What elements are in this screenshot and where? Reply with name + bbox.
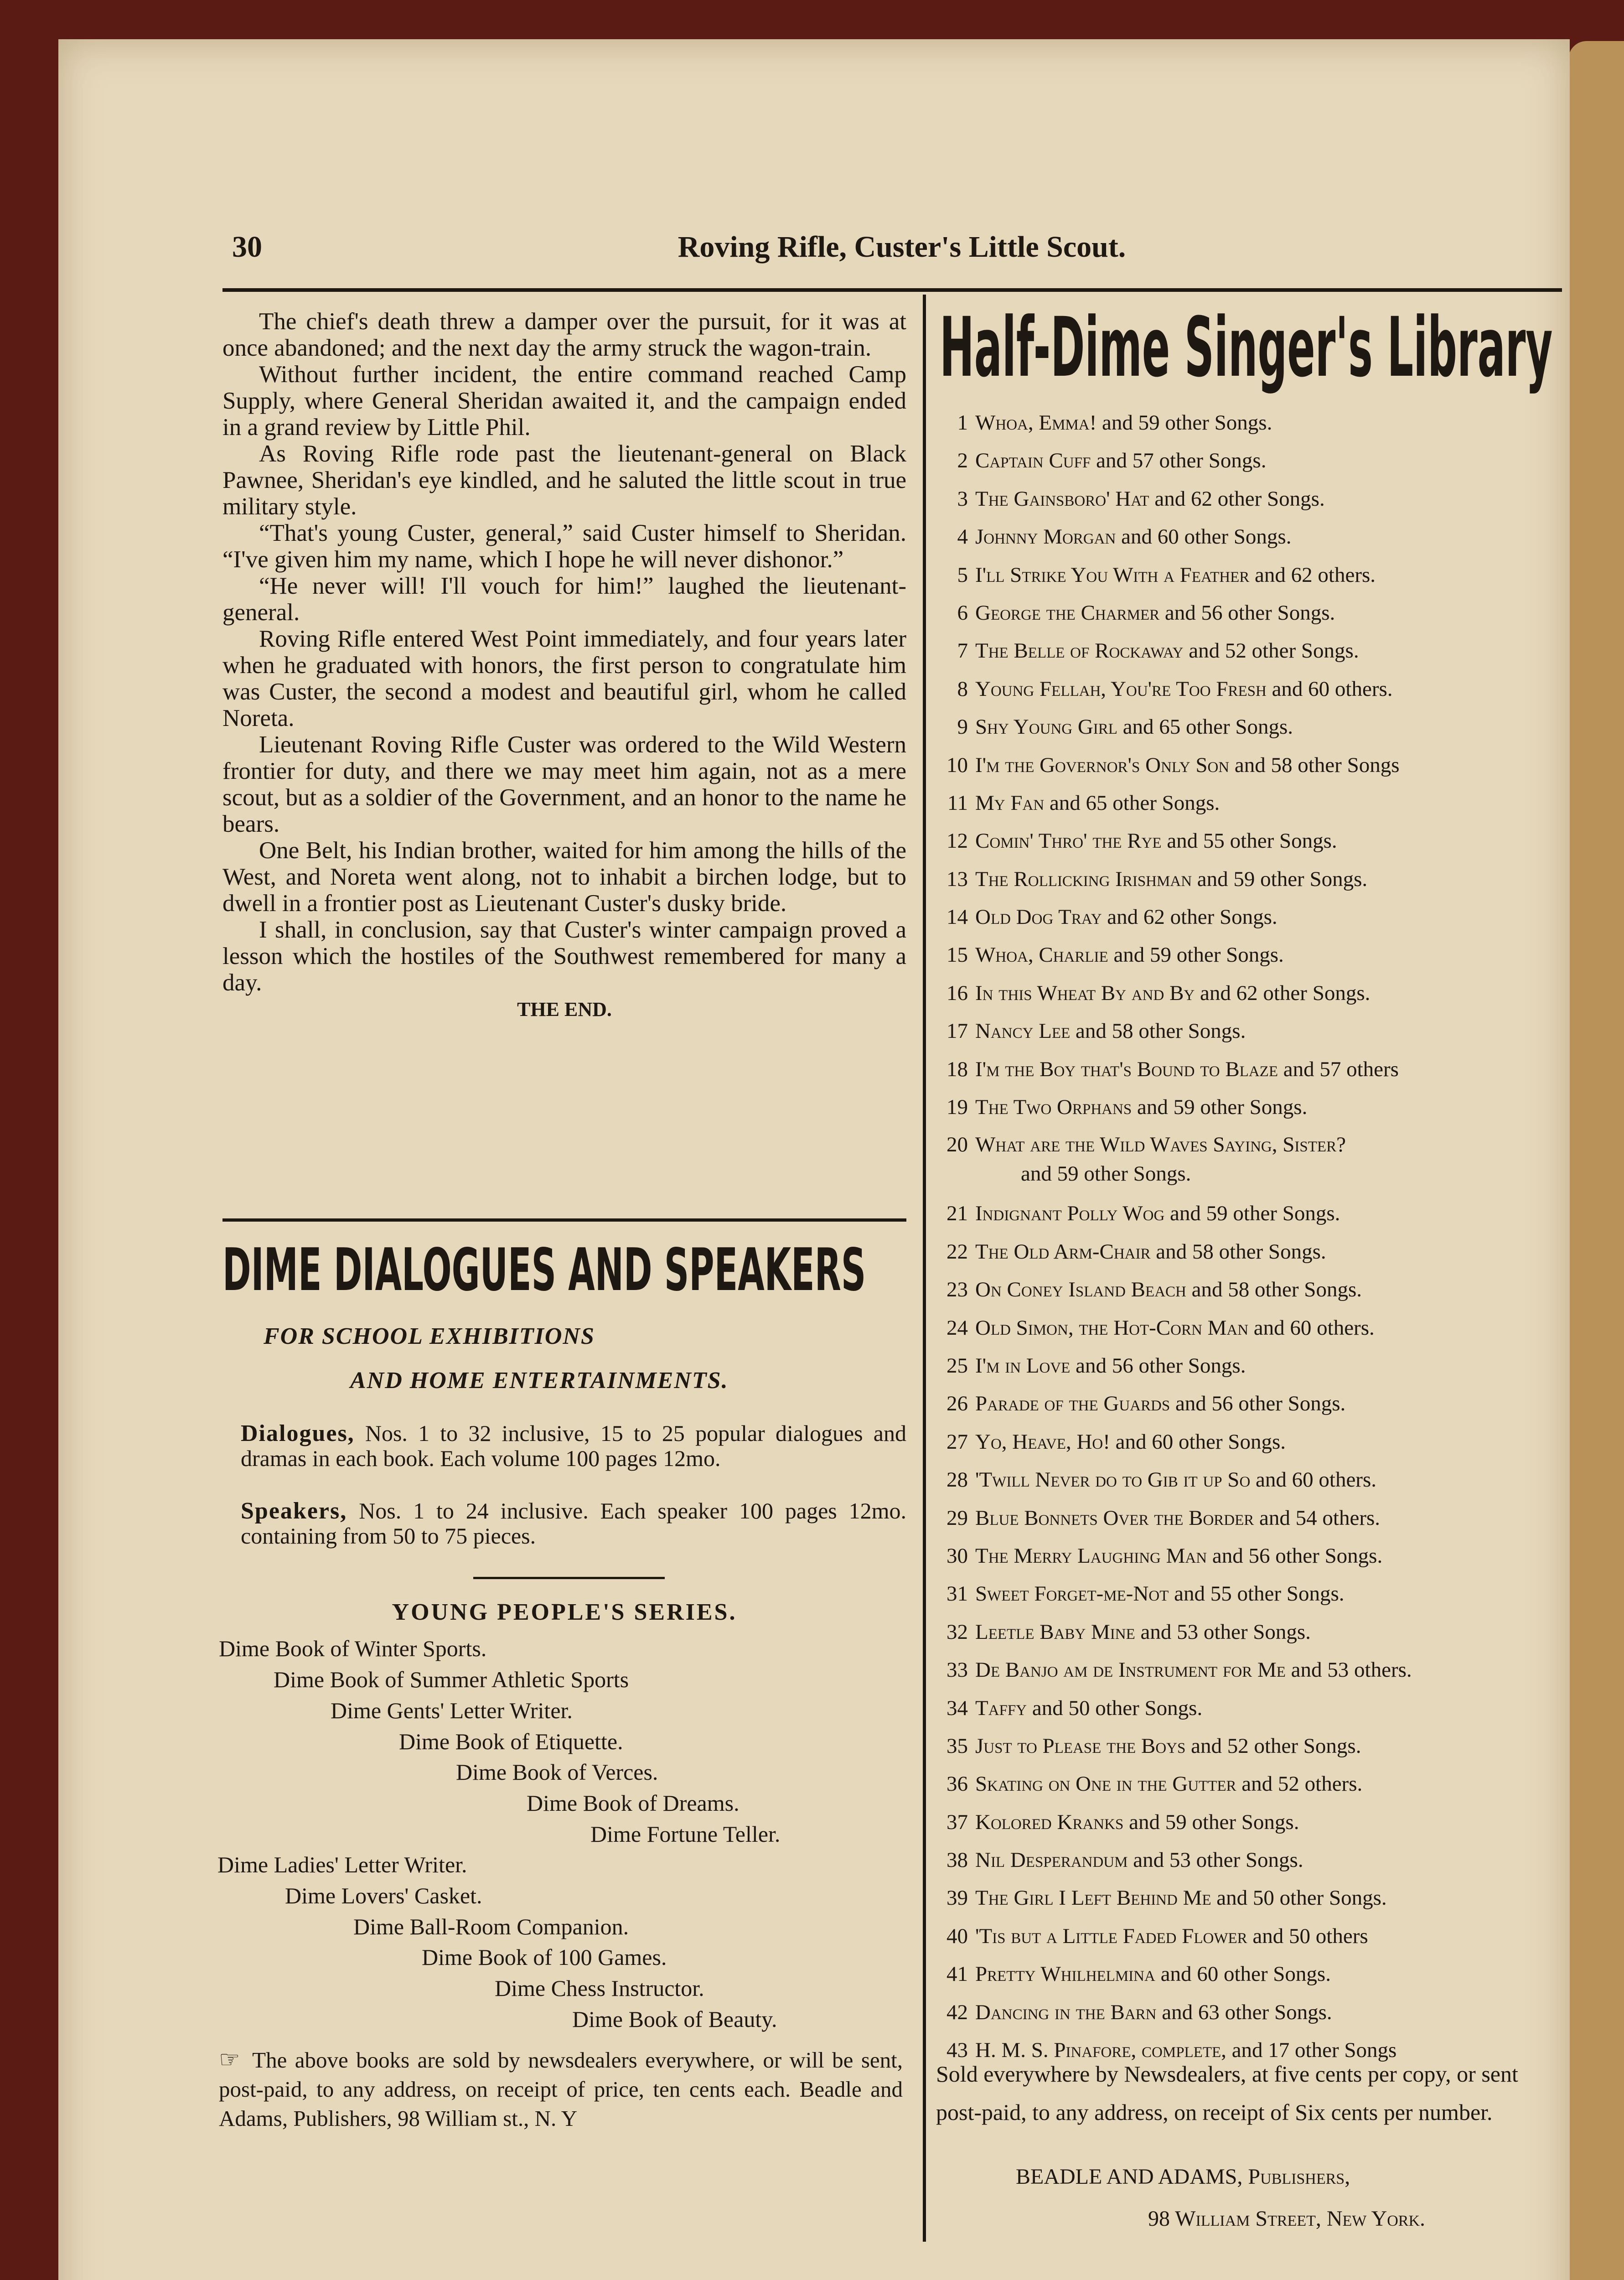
song-number: 11: [947, 791, 968, 815]
song-item: [936, 860, 1574, 898]
song-number: 36: [946, 1772, 968, 1796]
song-rest: and 62 others.: [1255, 563, 1376, 587]
song-item: [936, 1613, 1574, 1651]
story-paragraph: “That's young Custer, general,” said Custer himself to Sheridan. “I've given him my name, which I hope he will never dishonor.”: [222, 520, 906, 573]
song-rest: and 59 other Songs.: [1129, 1810, 1299, 1834]
song-number: 16: [946, 981, 968, 1005]
story-paragraph: The chief's death threw a damper over the pursuit, for it was at once abandoned; and the next day the army struck the wagon-train.: [222, 308, 906, 361]
song-title: I'm the Governor's Only Son: [975, 753, 1230, 777]
song-number: 35: [946, 1734, 968, 1758]
song-number: 32: [946, 1620, 968, 1644]
publisher-line-2: 98 William Street, New York.: [1148, 2207, 1426, 2231]
song-number: 1: [957, 411, 968, 435]
book-item: Dime Ladies' Letter Writer.: [217, 1852, 467, 1877]
song-title: The Belle of Rockaway: [975, 639, 1184, 663]
song-rest: and 59 other Songs.: [1197, 867, 1368, 891]
song-item: [936, 974, 1574, 1012]
song-rest: and 63 other Songs.: [1162, 2000, 1332, 2024]
song-rest: and 59 other Songs.: [1137, 1095, 1308, 1119]
page-number: 30: [232, 230, 262, 264]
song-title: Whoa, Emma!: [975, 411, 1097, 435]
song-rest: and 62 other Songs.: [1107, 905, 1277, 929]
song-number: 22: [946, 1239, 968, 1264]
book-item: Dime Book of Summer Athletic Sports: [274, 1667, 629, 1692]
song-item: [936, 404, 1574, 442]
song-title: Old Simon, the Hot-Corn Man: [975, 1316, 1249, 1340]
song-item: [936, 1461, 1574, 1499]
song-title: Whoa, Charlie: [975, 943, 1108, 967]
song-item: [936, 442, 1574, 480]
song-item: [936, 632, 1574, 670]
song-item: [936, 518, 1574, 556]
song-rest: and 53 others.: [1291, 1658, 1412, 1682]
song-title: I'll Strike You With a Feather: [975, 563, 1250, 587]
song-number: 38: [946, 1848, 968, 1872]
song-number: 41: [946, 1962, 968, 1986]
song-number: 10: [946, 753, 968, 777]
song-item: [936, 708, 1574, 746]
song-title: George the Charmer: [975, 601, 1160, 625]
song-title: 'Twill Never do to Gib it up So: [975, 1468, 1251, 1492]
song-rest: and 59 other Songs.: [1021, 1162, 1191, 1186]
song-rest: and 58 other Songs.: [1156, 1239, 1326, 1264]
song-item: [936, 1537, 1574, 1575]
magazine-page: [58, 39, 1570, 2280]
song-rest: and 62 other Songs.: [1200, 981, 1371, 1005]
song-item: [936, 1575, 1574, 1613]
song-title: The Gainsboro' Hat: [975, 487, 1149, 511]
the-end: THE END.: [517, 998, 612, 1021]
song-rest: and 56 other Songs.: [1076, 1353, 1246, 1378]
song-title: Johnny Morgan: [975, 525, 1116, 549]
song-number: 24: [946, 1316, 968, 1340]
song-rest: and 55 other Songs.: [1167, 829, 1337, 853]
song-item: [936, 1012, 1574, 1050]
song-rest: and 59 other Songs.: [1102, 411, 1272, 435]
song-title: Nil Desperandum: [975, 1848, 1128, 1872]
song-title: Parade of the Guards: [975, 1392, 1170, 1416]
song-item: [936, 594, 1574, 632]
song-number: 39: [946, 1886, 968, 1910]
song-number: 6: [957, 601, 968, 625]
song-item: [936, 556, 1574, 594]
song-title: Blue Bonnets Over the Border: [975, 1506, 1254, 1530]
song-item: [936, 1651, 1574, 1689]
song-rest: and 50 other Songs.: [1032, 1696, 1203, 1720]
song-number: 33: [946, 1658, 968, 1682]
song-item: [936, 746, 1574, 784]
song-title: Captain Cuff: [975, 449, 1091, 473]
song-title: Sweet Forget-me-Not: [975, 1582, 1169, 1606]
song-rest: and 58 other Songs.: [1191, 1278, 1362, 1302]
song-number: 34: [946, 1696, 968, 1720]
song-title: What are the Wild Waves Saying, Sister?: [975, 1133, 1346, 1157]
story-section: [222, 308, 906, 1021]
header-rule: [222, 288, 1562, 292]
song-number: 30: [946, 1544, 968, 1568]
song-rest: and 50 others: [1252, 1924, 1368, 1948]
short-rule: [473, 1577, 665, 1579]
song-number: 2: [957, 449, 968, 473]
song-title: De Banjo am de Instrument for Me: [975, 1658, 1286, 1682]
song-title: I'm in Love: [975, 1353, 1071, 1378]
story-paragraph: I shall, in conclusion, say that Custer's winter campaign proved a lesson which the hostiles of the Southwest remembered for many a day.: [222, 917, 906, 996]
speakers-label: Speakers,: [241, 1498, 347, 1524]
song-title: Nancy Lee: [975, 1019, 1071, 1043]
song-rest: and 65 other Songs.: [1049, 791, 1220, 815]
story-paragraph: Without further incident, the entire command reached Camp Supply, where General Sheridan awaited it, and the campaign ended in a grand review by Little Phil.: [222, 361, 906, 440]
song-item: [936, 822, 1574, 860]
song-rest: and 56 other Songs.: [1175, 1392, 1346, 1416]
song-item: [936, 1271, 1574, 1309]
sold-notice: Sold everywhere by Newsdealers, at five cents per copy, or sent post-paid, to any address, on receipt of Six cents per number.: [936, 2061, 1518, 2125]
dialogues-label: Dialogues,: [241, 1420, 355, 1446]
song-item: [936, 1088, 1574, 1126]
song-item: [936, 1689, 1574, 1727]
song-rest: and 65 other Songs.: [1122, 715, 1293, 739]
dime-ad-heading: DIME DIALOGUES AND SPEAKERS: [222, 1236, 866, 1304]
library-heading: Half-Dime Singer's Library: [940, 300, 1553, 395]
dialogues-description: [241, 1421, 906, 1471]
song-title: Old Dog Tray: [975, 905, 1102, 929]
song-item: [936, 1841, 1574, 1879]
book-item: Dime Fortune Teller.: [590, 1821, 781, 1847]
song-rest: and 58 other Songs: [1234, 753, 1400, 777]
column-divider: [923, 295, 926, 2242]
song-rest: and 62 other Songs.: [1154, 487, 1325, 511]
song-item: [936, 1233, 1574, 1271]
dime-ad-footnote: [219, 2046, 903, 2133]
song-item: [936, 1803, 1574, 1841]
song-title: The Rollicking Irishman: [975, 867, 1192, 891]
book-item: Dime Book of Dreams.: [527, 1790, 740, 1816]
song-rest: and 60 others.: [1272, 677, 1393, 701]
publisher-line-1: BEADLE AND ADAMS, Publishers,: [1016, 2165, 1350, 2189]
song-number: 29: [946, 1506, 968, 1530]
song-title: Leetle Baby Mine: [975, 1620, 1135, 1644]
book-item: Dime Book of 100 Games.: [422, 1944, 667, 1970]
song-title: The Girl I Left Behind Me: [975, 1886, 1211, 1910]
song-title: Pretty Whilhelmina: [975, 1962, 1155, 1986]
song-number: 26: [946, 1392, 968, 1416]
song-number: 42: [946, 2000, 968, 2024]
next-page-edge: [1568, 41, 1624, 2280]
song-rest: and 52 other Songs.: [1189, 639, 1359, 663]
song-number: 9: [957, 715, 968, 739]
song-rest: and 55 other Songs.: [1174, 1582, 1345, 1606]
song-rest: and 60 others.: [1253, 1316, 1375, 1340]
song-number: 4: [957, 525, 968, 549]
song-number: 8: [957, 677, 968, 701]
song-title: Comin' Thro' the Rye: [975, 829, 1162, 853]
song-item: [936, 1499, 1574, 1537]
song-rest: and 57 other Songs.: [1096, 449, 1267, 473]
song-rest: and 52 others.: [1241, 1772, 1363, 1796]
song-rest: and 60 other Songs.: [1160, 1962, 1331, 1986]
song-number: 12: [946, 829, 968, 853]
song-number: 21: [946, 1202, 968, 1226]
song-title: Young Fellah, You're Too Fresh: [975, 677, 1267, 701]
song-number: 25: [946, 1353, 968, 1378]
song-number: 14: [946, 905, 968, 929]
song-item: [936, 1309, 1574, 1347]
song-rest: and 58 other Songs.: [1075, 1019, 1246, 1043]
song-rest: and 60 others.: [1256, 1468, 1377, 1492]
song-title: Indignant Polly Wog: [975, 1202, 1165, 1226]
book-item: Dime Gents' Letter Writer.: [331, 1698, 573, 1723]
song-rest: and 52 other Songs.: [1191, 1734, 1361, 1758]
song-rest: and 56 other Songs.: [1164, 601, 1335, 625]
song-list: [936, 404, 1574, 2069]
song-number: 7: [957, 639, 968, 663]
song-item: [936, 1195, 1574, 1233]
book-item: Dime Book of Etiquette.: [399, 1729, 623, 1754]
song-number: 20: [946, 1133, 968, 1157]
song-number: 23: [946, 1278, 968, 1302]
song-item: [936, 898, 1574, 936]
song-rest: and 57 others: [1283, 1057, 1399, 1081]
song-number: 19: [946, 1095, 968, 1119]
book-item: Dime Book of Verces.: [456, 1759, 658, 1785]
song-item: [936, 1727, 1574, 1765]
pointing-hand-icon: ☞: [219, 2047, 240, 2073]
series-heading: YOUNG PEOPLE'S SERIES.: [392, 1599, 737, 1625]
story-paragraph: Roving Rifle entered West Point immediately, and four years later when he graduated with honors, the first person to congratulate him was Custer, the second a modest and beautiful girl, whom he called Noreta.: [222, 626, 906, 731]
song-item: [936, 1347, 1574, 1385]
song-item: [936, 936, 1574, 974]
story-paragraph: As Roving Rifle rode past the lieutenant-general on Black Pawnee, Sheridan's eye kindled, and he saluted the little scout in true military style.: [222, 440, 906, 520]
song-number: 18: [946, 1057, 968, 1081]
story-text: [222, 308, 906, 996]
song-title: The Merry Laughing Man: [975, 1544, 1207, 1568]
song-rest: and 59 other Songs.: [1113, 943, 1284, 967]
song-rest: and 59 other Songs.: [1170, 1202, 1340, 1226]
song-item: [936, 1879, 1574, 1917]
song-rest: and 60 other Songs.: [1121, 525, 1292, 549]
song-title: Kolored Kranks: [975, 1810, 1124, 1834]
song-number: 43: [946, 2038, 968, 2062]
song-title: On Coney Island Beach: [975, 1278, 1186, 1302]
song-title: The Old Arm-Chair: [975, 1239, 1151, 1264]
dime-ad-subline-2: AND HOME ENTERTAINMENTS.: [350, 1368, 729, 1394]
song-title: Yo, Heave, Ho!: [975, 1430, 1110, 1454]
footnote-text: The above books are sold by newsdealers everywhere, or will be sent, post-paid, to any address, on receipt of price, ten cents each. Beadle and Adams, Publishers, 98 William st., N. Y: [219, 2047, 903, 2131]
song-number: 27: [946, 1430, 968, 1454]
song-rest: and 54 others.: [1259, 1506, 1381, 1530]
story-paragraph: “He never will! I'll vouch for him!” laughed the lieutenant-general.: [222, 573, 906, 626]
song-number: 37: [946, 1810, 968, 1834]
book-item: Dime Ball-Room Companion.: [353, 1914, 629, 1939]
song-title: Dancing in the Barn: [975, 2000, 1157, 2024]
song-title: H. M. S. Pinafore, complete,: [975, 2038, 1226, 2062]
running-title: Roving Rifle, Custer's Little Scout.: [678, 230, 1126, 264]
song-title: Taffy: [975, 1696, 1027, 1720]
story-paragraph: Lieutenant Roving Rifle Custer was ordered to the Wild Western frontier for duty, and there we may meet him again, not as a mere scout, but as a soldier of the Government, and an honor to the name he bears.: [222, 731, 906, 837]
song-item: [936, 1051, 1574, 1088]
story-paragraph: One Belt, his Indian brother, waited for him among the hills of the West, and Noreta went along, not to inhabit a birchen lodge, but to dwell in a frontier post as Lieutenant Custer's dusky bride.: [222, 837, 906, 917]
book-item: Dime Book of Winter Sports.: [219, 1636, 487, 1661]
song-title: Skating on One in the Gutter: [975, 1772, 1236, 1796]
song-number: 3: [957, 487, 968, 511]
song-item: [936, 1994, 1574, 2031]
song-rest: and 17 other Songs: [1231, 2038, 1397, 2062]
song-item: [936, 670, 1574, 708]
speakers-text: Nos. 1 to 24 inclusive. Each speaker 100 pages 12mo. containing from 50 to 75 pieces.: [241, 1498, 907, 1549]
song-number: 13: [946, 867, 968, 891]
song-item: [936, 1385, 1574, 1423]
song-rest: and 53 other Songs.: [1133, 1848, 1303, 1872]
song-item: [936, 1765, 1574, 1803]
song-title: I'm the Boy that's Bound to Blaze: [975, 1057, 1278, 1081]
dialogues-text: Nos. 1 to 32 inclusive, 15 to 25 popular dialogues and dramas in each book. Each volume 100 pages 12mo.: [241, 1420, 906, 1471]
book-item: Dime Book of Beauty.: [572, 2006, 777, 2032]
song-number: 31: [946, 1582, 968, 1606]
book-item: Dime Chess Instructor.: [495, 1975, 704, 2001]
song-title: Just to Please the Boys: [975, 1734, 1186, 1758]
song-title: In this Wheat By and By: [975, 981, 1195, 1005]
dime-ad-subline-1: FOR SCHOOL EXHIBITIONS: [264, 1323, 595, 1349]
song-item: [936, 1126, 1574, 1195]
song-rest: and 50 other Songs.: [1216, 1886, 1387, 1910]
book-item: Dime Lovers' Casket.: [285, 1883, 482, 1908]
song-title: Shy Young Girl: [975, 715, 1117, 739]
song-title: 'Tis but a Little Faded Flower: [975, 1924, 1247, 1948]
song-rest: and 56 other Songs.: [1212, 1544, 1383, 1568]
song-number: 40: [946, 1924, 968, 1948]
song-number: 15: [946, 943, 968, 967]
speakers-description: [241, 1498, 906, 1548]
song-rest: and 60 other Songs.: [1115, 1430, 1286, 1454]
song-item: [936, 1955, 1574, 1993]
section-rule: [222, 1218, 906, 1222]
song-number: 17: [946, 1019, 968, 1043]
song-title: The Two Orphans: [975, 1095, 1132, 1119]
song-item: [936, 1917, 1574, 1955]
song-item: [936, 784, 1574, 822]
song-number: 28: [946, 1468, 968, 1492]
song-item: [936, 480, 1574, 518]
song-item: [936, 1423, 1574, 1461]
song-number: 5: [957, 563, 968, 587]
song-title: My Fan: [975, 791, 1045, 815]
song-rest: and 53 other Songs.: [1140, 1620, 1311, 1644]
